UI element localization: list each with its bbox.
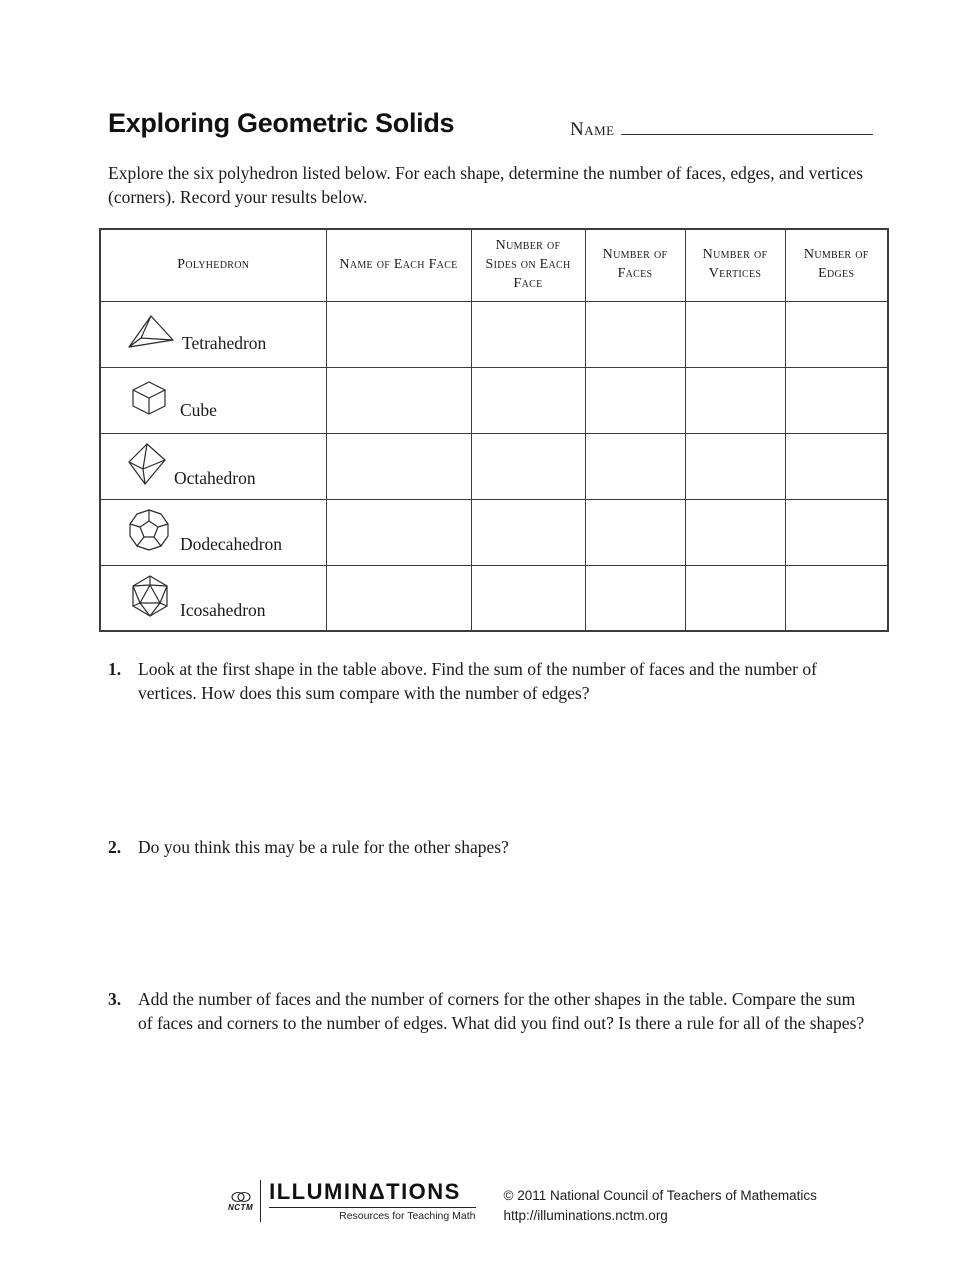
shape-label: Dodecahedron — [180, 534, 283, 554]
dodecahedron-icon — [127, 508, 173, 552]
question-text: Look at the first shape in the table above. Find the sum of the number of faces and the number of vertices. How does this sum compare with the number of edges? — [138, 659, 817, 703]
illuminations-logo — [228, 1180, 476, 1222]
logo-tagline: Resources for Teaching Math — [269, 1207, 475, 1222]
cube-icon — [127, 378, 173, 418]
table-cell-empty — [785, 301, 888, 367]
header-number-of-sides: Number of Sides on Each Face — [471, 229, 585, 301]
table-cell-empty — [785, 499, 888, 565]
table-cell-empty — [585, 367, 685, 433]
table-cell-empty — [326, 433, 471, 499]
name-field — [570, 116, 873, 141]
table-row — [100, 565, 888, 631]
table-cell-empty — [685, 499, 785, 565]
nctm-text: NCTM — [228, 1202, 254, 1212]
logo-wordmark-column — [261, 1180, 475, 1222]
table-header-row — [100, 229, 888, 301]
question-1 — [108, 658, 870, 705]
question-text: Add the number of faces and the number of corners for the other shapes in the table. Compare the sum of faces and corners to the number of edges. What did you find out? Is there a rule for all of the shapes? — [138, 989, 865, 1033]
question-number: 1. — [108, 659, 122, 679]
header-number-of-faces: Number of Faces — [585, 229, 685, 301]
intro-paragraph: Explore the six polyhedron listed below. For each shape, determine the number of faces, edges, and vertices (corners). Record your results below. — [108, 163, 864, 207]
table-cell-empty — [471, 565, 585, 631]
table-cell-empty — [785, 433, 888, 499]
table-cell-empty — [585, 565, 685, 631]
table-cell-empty — [471, 367, 585, 433]
credits-block — [504, 1180, 817, 1225]
shape-label: Tetrahedron — [182, 333, 267, 353]
question-2 — [108, 836, 870, 860]
copyright-line: © 2011 National Council of Teachers of Mathematics — [503, 1188, 817, 1203]
question-text: Do you think this may be a rule for the other shapes? — [138, 837, 509, 857]
table-row — [100, 301, 888, 367]
name-label: Name — [570, 119, 615, 140]
table-cell-empty — [785, 367, 888, 433]
table-cell-empty — [585, 433, 685, 499]
question-3 — [108, 988, 870, 1035]
octahedron-icon — [127, 442, 167, 486]
header-number-of-vertices: Number of Vertices — [685, 229, 785, 301]
table-cell-empty — [326, 499, 471, 565]
nctm-logo-mark — [228, 1180, 261, 1222]
header-polyhedron: Polyhedron — [100, 229, 326, 301]
page-title: Exploring Geometric Solids — [108, 108, 455, 138]
shape-label: Icosahedron — [180, 599, 266, 620]
logo-wordmark: ILLUMINΔTIONS — [269, 1179, 461, 1204]
table-cell-empty — [685, 565, 785, 631]
table-cell-empty — [585, 301, 685, 367]
question-number: 3. — [108, 989, 122, 1009]
table-cell-empty — [326, 367, 471, 433]
icosahedron-icon — [127, 574, 173, 618]
footer — [228, 1180, 817, 1225]
url-line: http://illuminations.nctm.org — [503, 1207, 668, 1223]
table-cell-empty — [471, 433, 585, 499]
nctm-rings-icon — [230, 1191, 252, 1203]
table-cell-empty — [471, 499, 585, 565]
name-blank-line — [621, 116, 873, 135]
question-number: 2. — [108, 837, 122, 857]
header-number-of-edges: Number of Edges — [785, 229, 888, 301]
shape-label: Octahedron — [174, 468, 256, 488]
table-cell-empty — [471, 301, 585, 367]
table-row — [100, 367, 888, 433]
table-row — [100, 499, 888, 565]
table-cell-empty — [326, 565, 471, 631]
table-cell-empty — [685, 301, 785, 367]
polyhedron-table — [99, 228, 889, 632]
header-name-of-each-face: Name of Each Face — [326, 229, 471, 301]
shape-label: Cube — [180, 400, 217, 420]
table-row — [100, 433, 888, 499]
table-cell-empty — [685, 367, 785, 433]
table-cell-empty — [785, 565, 888, 631]
tetrahedron-icon — [127, 313, 175, 351]
table-cell-empty — [685, 433, 785, 499]
table-cell-empty — [326, 301, 471, 367]
table-cell-empty — [585, 499, 685, 565]
